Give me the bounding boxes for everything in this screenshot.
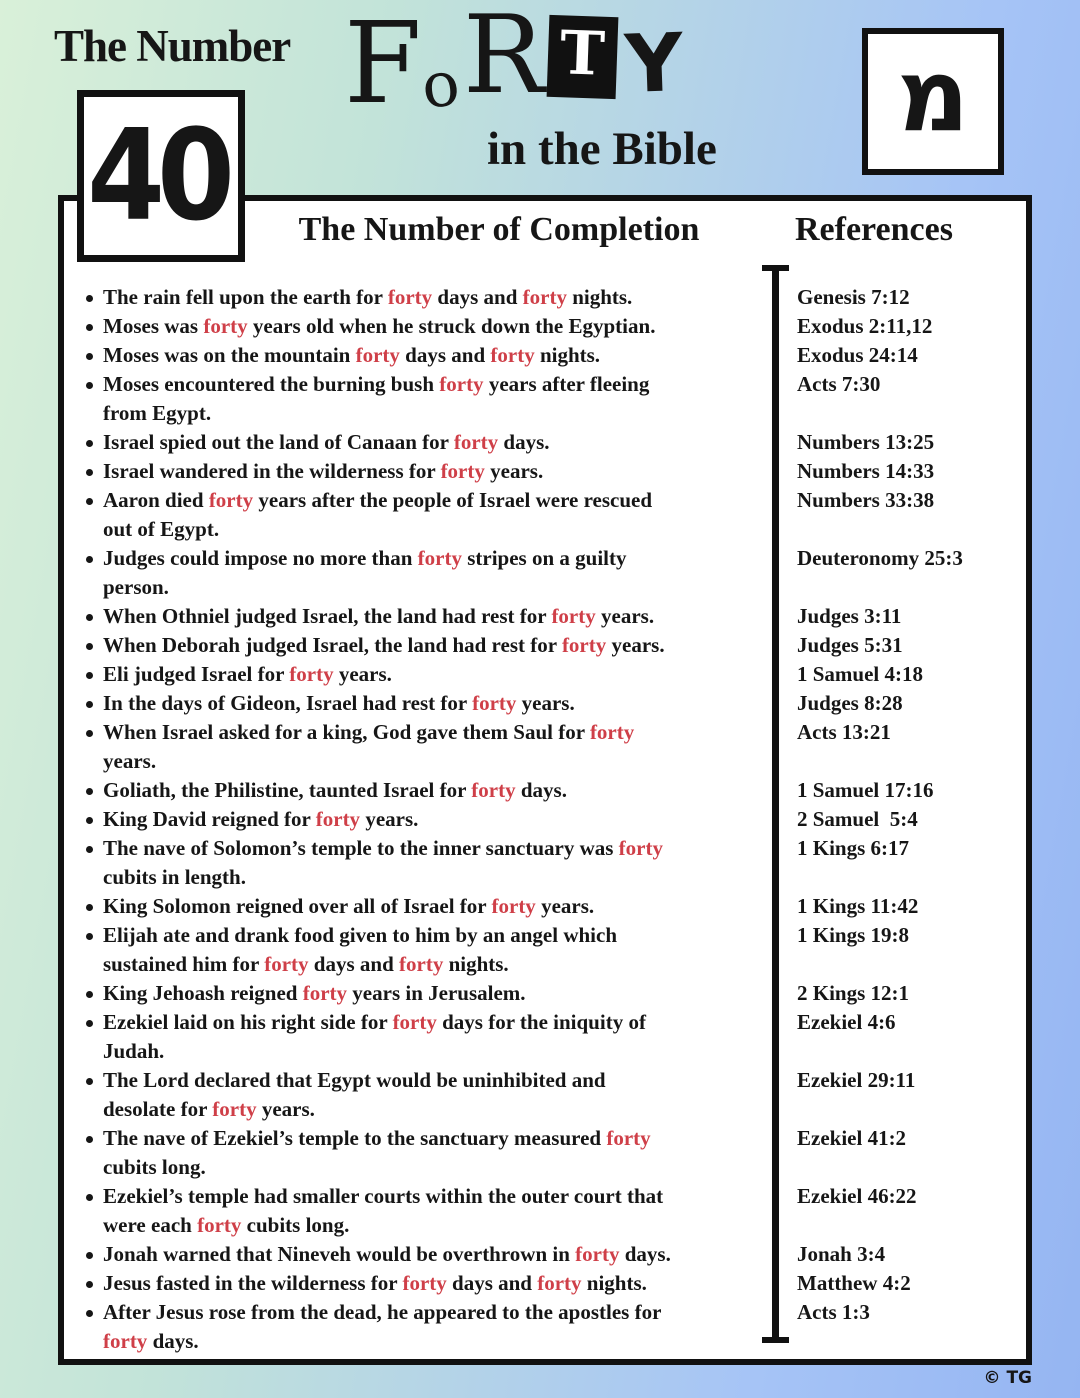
list-row (64, 1298, 1026, 1356)
forty-highlight: forty (440, 459, 485, 483)
text-segment: nights. (581, 1271, 647, 1295)
list-item-text (64, 631, 772, 660)
text-segment: King Solomon reigned over all of Israel for (103, 894, 492, 918)
reference: 1 Kings 6:17 (797, 836, 910, 860)
reference: Ezekiel 46:22 (797, 1184, 917, 1208)
forty-highlight: forty (302, 981, 348, 1005)
list-item-text (64, 1298, 772, 1356)
reference: Exodus 2:11,12 (797, 314, 933, 338)
text-segment: stripes on a guilty (461, 546, 627, 570)
text-segment: days. (619, 1242, 671, 1266)
reference: Exodus 24:14 (797, 343, 918, 367)
forty-highlight: forty (453, 430, 499, 454)
forty-highlight: forty (589, 720, 635, 744)
list-row (64, 1240, 1026, 1269)
text-segment: cubits long. (241, 1213, 350, 1237)
text-segment: years. (516, 691, 575, 715)
list-item-text (64, 979, 772, 1008)
list-row (64, 660, 1026, 689)
text-segment: When Othniel judged Israel, the land had rest for (103, 604, 552, 628)
text-segment: Jesus fasted in the wilderness for (103, 1271, 403, 1295)
forty-highlight: forty (561, 633, 607, 657)
text-segment: When Israel asked for a king, God gave them Saul for (103, 720, 590, 744)
hebrew-mem-icon (862, 28, 1004, 175)
text-segment: Moses encountered the burning bush (103, 372, 440, 396)
list-row (64, 544, 1026, 602)
reference: Acts 7:30 (797, 372, 881, 396)
reference: Ezekiel 29:11 (797, 1068, 916, 1092)
reference: 1 Kings 11:42 (797, 894, 919, 918)
list-row (64, 486, 1026, 544)
reference: Numbers 13:25 (797, 430, 935, 454)
references-heading: References (795, 211, 953, 248)
title-letter-y: Y (623, 16, 683, 111)
list-item-text (64, 660, 772, 689)
forty-highlight: forty (355, 343, 400, 367)
text-segment: years. (484, 459, 544, 483)
forty-highlight: forty (197, 1213, 242, 1237)
forty-highlight: forty (399, 952, 444, 976)
text-segment: The nave of Ezekiel’s temple to the sanctuary measured (103, 1126, 607, 1150)
list-row (64, 1269, 1026, 1298)
text-segment: years. (595, 604, 655, 628)
list-item-text (64, 1269, 772, 1298)
list-item-text (64, 370, 772, 428)
reference: Deuteronomy 25:3 (797, 546, 963, 570)
forty-highlight: forty (618, 836, 663, 860)
list-item-text (64, 312, 772, 341)
text-segment: Elijah ate and drank food given to him by an angel which (103, 923, 618, 947)
forty-highlight: forty (472, 691, 517, 715)
text-segment: nights. (443, 952, 509, 976)
forty-highlight: forty (471, 778, 516, 802)
forty-highlight: forty (490, 343, 535, 367)
forty-highlight: forty (575, 1242, 620, 1266)
list-item-text (64, 1182, 772, 1240)
text-segment: days. (147, 1329, 199, 1353)
title-forty-word (344, 0, 683, 129)
reference: Jonah 3:4 (797, 1242, 886, 1266)
reference: Judges 5:31 (797, 633, 903, 657)
text-segment: Moses was (103, 314, 204, 338)
text-segment: nights. (566, 285, 633, 309)
forty-highlight: forty (402, 1271, 447, 1295)
text-segment: years. (535, 894, 595, 918)
list-item-text (64, 1240, 772, 1269)
list-row (64, 631, 1026, 660)
text-segment: person. (103, 575, 169, 599)
text-segment: years old when he struck down the Egyptian. (247, 314, 656, 338)
list-row (64, 1124, 1026, 1182)
list-item-text (64, 341, 772, 370)
forty-highlight: forty (315, 807, 361, 831)
hebrew-mem-letter: מ (896, 36, 970, 154)
copyright: © TG (983, 1368, 1032, 1388)
list-row (64, 428, 1026, 457)
text-segment: King David reigned for (103, 807, 316, 831)
forty-highlight: forty (439, 372, 484, 396)
text-segment: The Lord declared that Egypt would be uninhibited and (103, 1068, 606, 1092)
text-segment: years. (256, 1097, 315, 1121)
text-segment: The nave of Solomon’s temple to the inner sanctuary was (103, 836, 619, 860)
list-item-text (64, 1008, 772, 1066)
list-row (64, 689, 1026, 718)
list-row (64, 921, 1026, 979)
list-row (64, 457, 1026, 486)
number-40-badge (77, 90, 245, 262)
text-segment: desolate for (103, 1097, 213, 1121)
list-item-text (64, 1066, 772, 1124)
forty-highlight: forty (537, 1271, 582, 1295)
forty-highlight: forty (522, 285, 567, 309)
text-segment: years in Jerusalem. (347, 981, 526, 1005)
list-item-text (64, 544, 772, 602)
text-segment: days and (308, 952, 400, 976)
text-segment: Ezekiel laid on his right side for (103, 1010, 393, 1034)
badge-number-text: 40 (87, 103, 227, 249)
list-row (64, 834, 1026, 892)
forty-highlight: forty (606, 1126, 651, 1150)
reference: Ezekiel 41:2 (797, 1126, 907, 1150)
reference: Acts 1:3 (797, 1300, 870, 1324)
list-row (64, 341, 1026, 370)
list-item-text (64, 457, 772, 486)
list-item-text (64, 805, 772, 834)
text-segment: years after fleeing (483, 372, 650, 396)
text-segment: days for the iniquity of (436, 1010, 646, 1034)
forty-highlight: forty (387, 285, 433, 309)
forty-highlight: forty (208, 488, 254, 512)
forty-highlight: forty (212, 1097, 257, 1121)
reference: Numbers 33:38 (797, 488, 935, 512)
text-segment: The rain fell upon the earth for (103, 285, 388, 309)
title-letter-t: T (547, 15, 618, 99)
list-item-text (64, 689, 772, 718)
list-row (64, 776, 1026, 805)
list-item-text (64, 283, 772, 312)
forty-highlight: forty (392, 1010, 437, 1034)
text-segment: Moses was on the mountain (103, 343, 356, 367)
list-item-text (64, 602, 772, 631)
text-segment: Israel wandered in the wilderness for (103, 459, 441, 483)
reference: Judges 3:11 (797, 604, 902, 628)
text-segment: Goliath, the Philistine, taunted Israel for (103, 778, 472, 802)
forty-highlight: forty (264, 952, 309, 976)
text-segment: Judges could impose no more than (103, 546, 418, 570)
text-segment: Ezekiel’s temple had smaller courts within the outer court that (103, 1184, 664, 1208)
reference: 2 Kings 12:1 (797, 981, 910, 1005)
reference: Genesis 7:12 (797, 285, 910, 309)
forty-highlight: forty (103, 1329, 148, 1353)
reference: 1 Samuel 4:18 (797, 662, 923, 686)
text-segment: King Jehoash reigned (103, 981, 303, 1005)
list-item-text (64, 1124, 772, 1182)
text-segment: Aaron died (103, 488, 209, 512)
reference: Acts 13:21 (797, 720, 891, 744)
text-segment: years. (103, 749, 157, 773)
bullet-list (64, 283, 1026, 1356)
text-segment: days. (515, 778, 567, 802)
page-title-prefix: The Number (54, 21, 291, 71)
reference: 1 Kings 19:8 (797, 923, 910, 947)
forty-highlight: forty (289, 662, 334, 686)
list-item-text (64, 776, 772, 805)
text-segment: Judah. (103, 1039, 165, 1063)
list-row (64, 979, 1026, 1008)
text-segment: days. (498, 430, 550, 454)
list-row (64, 312, 1026, 341)
text-segment: years. (333, 662, 392, 686)
title-letter-f: F (344, 0, 422, 129)
text-segment: Eli judged Israel for (103, 662, 290, 686)
text-segment: were each (103, 1213, 198, 1237)
title-letter-r: R (463, 0, 545, 118)
list-item-text (64, 921, 772, 979)
content-panel (58, 195, 1032, 1365)
text-segment: After Jesus rose from the dead, he appeared to the apostles for (103, 1300, 662, 1324)
text-segment: years after the people of Israel were rescued (253, 488, 653, 512)
reference: Numbers 14:33 (797, 459, 935, 483)
text-segment: out of Egypt. (103, 517, 220, 541)
text-segment: When Deborah judged Israel, the land had rest for (103, 633, 562, 657)
text-segment: sustained him for (103, 952, 265, 976)
forty-highlight: forty (417, 546, 462, 570)
list-row (64, 1182, 1026, 1240)
title-suffix: in the Bible (487, 123, 717, 175)
reference: Judges 8:28 (797, 691, 903, 715)
list-row (64, 283, 1026, 312)
text-segment: In the days of Gideon, Israel had rest for (103, 691, 473, 715)
text-segment: years. (606, 633, 665, 657)
list-row (64, 1008, 1026, 1066)
list-item-text (64, 892, 772, 921)
text-segment: days and (432, 285, 523, 309)
text-segment: years. (360, 807, 419, 831)
reference: 2 Samuel 5:4 (797, 807, 918, 831)
forty-highlight: forty (551, 604, 596, 628)
list-item-text (64, 718, 772, 776)
reference: Matthew 4:2 (797, 1271, 911, 1295)
text-segment: Jonah warned that Nineveh would be overthrown in (103, 1242, 576, 1266)
list-row (64, 602, 1026, 631)
text-segment: days and (446, 1271, 538, 1295)
list-item-text (64, 834, 772, 892)
text-segment: nights. (534, 343, 601, 367)
panel-subtitle: The Number of Completion (298, 211, 700, 248)
list-item-text (64, 428, 772, 457)
forty-highlight: forty (491, 894, 536, 918)
list-item-text (64, 486, 772, 544)
list-row (64, 370, 1026, 428)
title-letter-o: o (417, 46, 463, 123)
text-segment: cubits long. (103, 1155, 206, 1179)
list-row (64, 805, 1026, 834)
list-row (64, 718, 1026, 776)
text-segment: Israel spied out the land of Canaan for (103, 430, 454, 454)
forty-highlight: forty (203, 314, 248, 338)
list-row (64, 892, 1026, 921)
reference: 1 Samuel 17:16 (797, 778, 934, 802)
text-segment: from Egypt. (103, 401, 212, 425)
text-segment: days and (399, 343, 491, 367)
list-row (64, 1066, 1026, 1124)
text-segment: cubits in length. (103, 865, 246, 889)
reference: Ezekiel 4:6 (797, 1010, 896, 1034)
